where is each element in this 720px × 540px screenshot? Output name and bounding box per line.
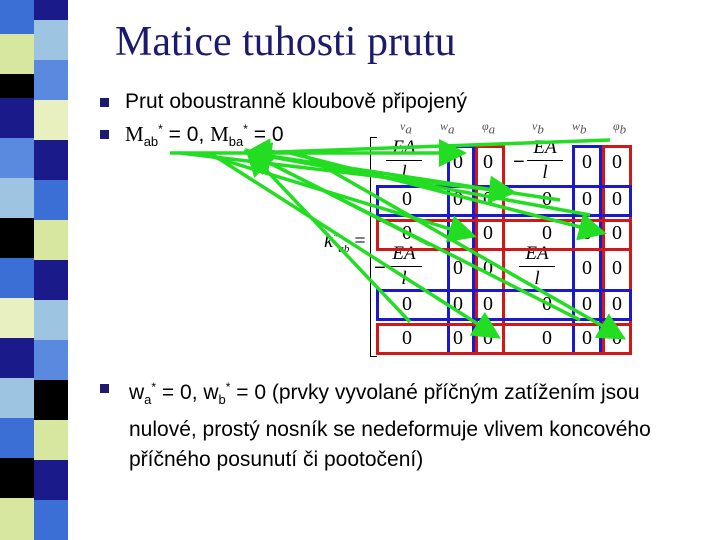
arrow xyxy=(300,153,620,336)
matrix-cell: 0 xyxy=(483,327,493,349)
matrix-cell: 0 xyxy=(453,257,463,279)
superscript: * xyxy=(158,122,163,136)
matrix-cell-ea: EA l xyxy=(382,137,426,184)
matrix-cell: 0 xyxy=(483,222,493,244)
matrix-cell-ea: EA l xyxy=(382,243,426,290)
col-header: $v_b$ xyxy=(532,119,544,137)
matrix-cell: 0 xyxy=(402,293,412,315)
equation-text: = 0, xyxy=(162,123,211,146)
matrix-cell: 0 xyxy=(612,327,622,349)
matrix-cell: 0 xyxy=(402,222,412,244)
matrix-cell: 0 xyxy=(453,188,463,210)
matrix-cell: 0 xyxy=(582,257,592,279)
matrix-cell: 0 xyxy=(483,293,493,315)
bullet-text-3: $w_a^* = 0$, $w_b^* = 0$ (prvky vyvolané příčným zatížením jsou nulové, prostý nosník se nedeformuje vlivem koncového příčného posunutí či pootočení) xyxy=(129,380,651,472)
matrix-cell: 0 xyxy=(542,222,552,244)
matrix-cell: 0 xyxy=(453,327,463,349)
superscript: * xyxy=(243,122,248,136)
slide-title: Matice tuhosti prutu xyxy=(115,19,456,65)
matrix-cell: 0 xyxy=(612,293,622,315)
col-header: $w_a$ xyxy=(440,119,455,137)
matrix-cell: 0 xyxy=(542,327,552,349)
matrix-cell: 0 xyxy=(582,327,592,349)
bullet-marker xyxy=(100,384,109,393)
moment-symbol: M xyxy=(125,122,144,146)
matrix-label: $k^*_{ab}$ = xyxy=(324,230,366,255)
col-header: $v_a$ xyxy=(400,119,412,137)
arrow xyxy=(210,153,495,335)
matrix-cell: 0 xyxy=(542,293,552,315)
arrow xyxy=(250,140,610,153)
matrix-cell: 0 xyxy=(483,151,493,173)
matrix-cell: 0 xyxy=(453,222,463,244)
matrix-cell: 0 xyxy=(582,293,592,315)
subscript: ab xyxy=(143,134,159,150)
minus-sign: − xyxy=(513,151,525,173)
matrix-cell: 0 xyxy=(612,151,622,173)
matrix-cell: 0 xyxy=(582,151,592,173)
matrix-cell: 0 xyxy=(612,257,622,279)
matrix-cell: 0 xyxy=(402,327,412,349)
matrix-cell: 0 xyxy=(582,188,592,210)
matrix-cell: 0 xyxy=(453,293,463,315)
matrix-cell: 0 xyxy=(582,222,592,244)
equation-text: = 0 xyxy=(247,123,284,146)
col-header: $w_b$ xyxy=(572,119,587,137)
col-header: $\varphi_b$ xyxy=(613,119,627,137)
matrix-cell: 0 xyxy=(483,257,493,279)
subscript: ba xyxy=(228,134,244,150)
bullet-text-1: Prut oboustranně kloubově připojený xyxy=(125,90,468,113)
moment-symbol: M xyxy=(210,122,229,146)
matrix-cell: 0 xyxy=(483,188,493,210)
matrix-cell-ea: EA l xyxy=(515,243,559,290)
minus-sign: − xyxy=(374,257,386,279)
matrix-cell-ea: EA l xyxy=(523,137,567,184)
matrix-cell: 0 xyxy=(612,222,622,244)
col-header: $\varphi_a$ xyxy=(482,119,496,137)
matrix-cell: 0 xyxy=(453,151,463,173)
matrix-cell: 0 xyxy=(542,188,552,210)
matrix-cell: 0 xyxy=(612,188,622,210)
matrix-cell: 0 xyxy=(402,188,412,210)
